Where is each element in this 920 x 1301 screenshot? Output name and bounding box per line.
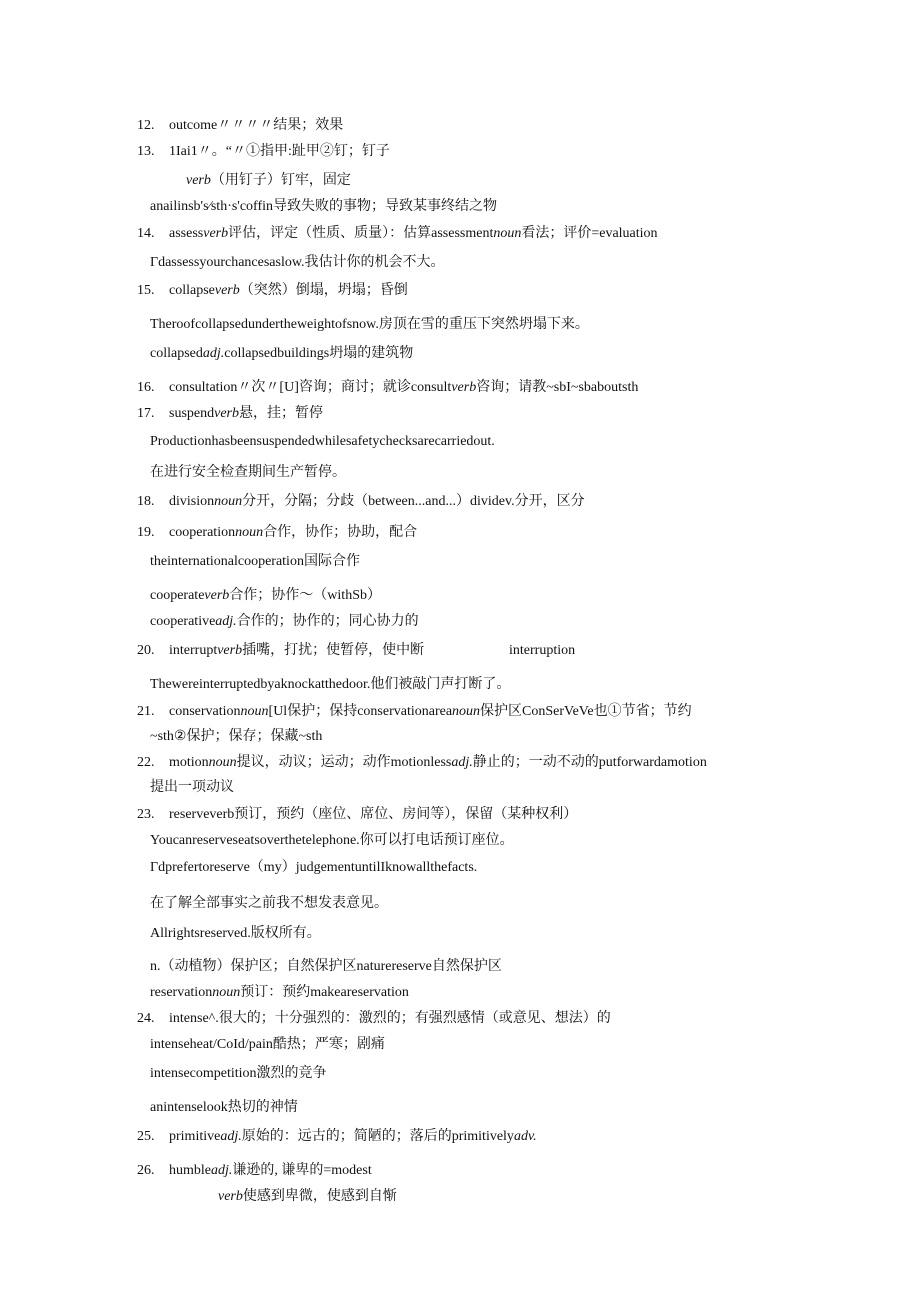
entry-text: 保护区ConSerVeVe也①节省；节约 xyxy=(480,704,692,719)
part-of-speech: verb xyxy=(214,406,240,421)
part-of-speech: noun xyxy=(208,755,237,770)
entry-number: 21. xyxy=(137,704,155,719)
entry-line xyxy=(150,587,381,605)
entry-text: 悬，挂；暂停 xyxy=(239,406,324,421)
entry-number: 12. xyxy=(137,118,155,133)
entry-line xyxy=(150,433,495,451)
example-translation: 在了解全部事实之前我不想发表意见。 xyxy=(150,896,388,911)
entry-text: cooperation xyxy=(169,525,236,540)
entry-line xyxy=(150,832,514,850)
part-of-speech: noun xyxy=(235,525,264,540)
entry-line xyxy=(137,405,323,423)
entry-line xyxy=(150,676,510,694)
part-of-speech: adv. xyxy=(513,1129,537,1144)
entry-number: 20. xyxy=(137,643,155,658)
example-sentence: Theroofcollapsedundertheweightofsnow.房顶在雪的重压下突然坍塌下来。 xyxy=(150,317,589,332)
part-of-speech: adj. xyxy=(220,1129,242,1144)
entry-line xyxy=(150,925,321,943)
part-of-speech: adj. xyxy=(211,1163,233,1178)
entry-text: interrupt xyxy=(169,643,218,658)
entry-number: 17. xyxy=(137,406,155,421)
entry-text: consultation〃次〃[U]咨询；商讨；就诊consult xyxy=(169,380,452,395)
entry-line xyxy=(137,143,390,161)
entry-text: 插嘴，打扰；使暂停，使中断 xyxy=(242,643,425,658)
entry-line xyxy=(137,754,707,772)
entry-number: 14. xyxy=(137,226,155,241)
entry-text: 谦逊的, 谦卑的=modest xyxy=(232,1163,372,1178)
entry-text: 原始的：远古的；简陋的；落后的primitively xyxy=(241,1129,514,1144)
entry-number: 15. xyxy=(137,283,155,298)
example-sentence: Productionhasbeensuspendedwhilesafetychecksarecarriedout. xyxy=(150,434,495,449)
entry-line xyxy=(150,859,477,877)
entry-line xyxy=(137,225,658,243)
entry-text: n.（动植物）保护区；自然保护区naturereserve自然保护区 xyxy=(150,959,502,974)
entry-line xyxy=(137,703,692,721)
entry-line xyxy=(150,254,445,272)
entry-text: 合作；协作～（withSb） xyxy=(229,588,381,603)
entry-text: cooperate xyxy=(150,588,205,603)
part-of-speech: adj. xyxy=(202,346,225,361)
entry-text: 咨询；请教~sbI~sbaboutsth xyxy=(476,380,639,395)
part-of-speech: noun xyxy=(214,494,243,509)
example-sentence: Youcanreserveseatsoverthetelephone.你可以打电话预订座位。 xyxy=(150,833,514,848)
entry-line xyxy=(137,117,343,135)
entry-text: conservation xyxy=(169,704,241,719)
part-of-speech: verb xyxy=(451,380,477,395)
entry-line xyxy=(137,806,577,824)
example-sentence: Thewereinterruptedbyaknockatthedoor.他们被敲门声打断了。 xyxy=(150,677,511,692)
entry-number: 25. xyxy=(137,1129,155,1144)
entry-text: motion xyxy=(169,755,209,770)
entry-line xyxy=(137,642,424,660)
entry-line xyxy=(150,613,419,631)
entry-line xyxy=(186,172,351,190)
entry-text: theinternationalcooperation国际合作 xyxy=(150,554,360,569)
entry-text: 合作的；协作的；同心协力的 xyxy=(236,614,419,629)
part-of-speech: noun xyxy=(212,985,241,1000)
part-of-speech: noun xyxy=(493,226,522,241)
entry-text: anintenselook热切的神情 xyxy=(150,1100,298,1115)
entry-text: collapse xyxy=(169,283,215,298)
entry-text: intenseheat/CoId/pain酷热；严寒；剧痛 xyxy=(150,1037,385,1052)
entry-text: 分开，分隔；分歧（between...and...）dividev.分开，区分 xyxy=(242,494,585,509)
entry-line xyxy=(137,379,638,397)
part-of-speech: verb xyxy=(214,283,240,298)
entry-text: 提议，动议；运动；动作motionless xyxy=(236,755,452,770)
entry-line xyxy=(137,1010,611,1028)
entry-text: anailinsb's⁄sth·s'coffin导致失败的事物；导致某事终结之物 xyxy=(150,199,497,214)
entry-line xyxy=(150,1065,327,1083)
entry-text: outcome〃〃〃〃结果；效果 xyxy=(169,118,344,133)
entry-text: 评估，评定（性质、质量）：估算assessment xyxy=(228,226,494,241)
example-sentence: Γdprefertoreserve（my）judgementuntilIknowallthefacts. xyxy=(150,860,478,875)
entry-text: collapsed xyxy=(150,346,203,361)
part-of-speech: adj. xyxy=(215,614,237,629)
entry-number: 19. xyxy=(137,525,155,540)
entry-number: 26. xyxy=(137,1163,155,1178)
entry-text: intensecompetition激烈的竞争 xyxy=(150,1066,327,1081)
entry-text: suspend xyxy=(169,406,215,421)
part-of-speech: verb xyxy=(186,173,211,188)
entry-text: （用钉子）钉牢，固定 xyxy=(210,173,351,188)
entry-line xyxy=(137,1162,372,1180)
entry-line xyxy=(150,1036,385,1054)
entry-line xyxy=(150,316,589,334)
entry-line xyxy=(150,728,322,746)
entry-text: 使感到卑微，使感到自惭 xyxy=(242,1189,397,1204)
entry-number: 22. xyxy=(137,755,155,770)
entry-text: 看法；评价=evaluation xyxy=(521,226,658,241)
entry-number: 13. xyxy=(137,144,155,159)
entry-text: [Ul保护；保持conservationarea xyxy=(268,704,453,719)
entry-line xyxy=(150,895,388,913)
entry-extra: interruption xyxy=(509,643,576,658)
entry-text: 合作，协作；协助，配合 xyxy=(263,525,418,540)
entry-text: 静止的；一动不动的putforwardamotion xyxy=(472,755,707,770)
part-of-speech: noun xyxy=(240,704,269,719)
entry-number: 16. xyxy=(137,380,155,395)
entry-text: 1Iai1〃。“〃①指甲:趾甲②钉；钉子 xyxy=(169,144,390,159)
entry-line xyxy=(137,282,408,300)
entry-text: cooperative xyxy=(150,614,216,629)
part-of-speech: verb xyxy=(217,643,243,658)
part-of-speech: verb xyxy=(204,588,230,603)
entry-text: humble xyxy=(169,1163,211,1178)
entry-line xyxy=(150,464,346,482)
entry-text: 预订：预约makeareservation xyxy=(240,985,409,1000)
entry-line xyxy=(218,1188,397,1206)
entry-text: ~sth②保护；保存；保藏~sth xyxy=(150,729,323,744)
entry-text: 提出一项动议 xyxy=(150,780,234,795)
entry-line xyxy=(150,198,497,216)
entry-line xyxy=(150,553,360,571)
example-sentence: Γdassessyourchancesaslow.我估计你的机会不大。 xyxy=(150,255,445,270)
entry-text: reserveverb预订，预约（座位、席位、房间等），保留（某种权利） xyxy=(169,807,578,822)
entry-line xyxy=(150,345,413,363)
entry-line xyxy=(137,493,585,511)
example-sentence: Allrightsreserved.版权所有。 xyxy=(150,926,321,941)
entry-text: （突然）倒塌，坍塌；昏倒 xyxy=(239,283,408,298)
entry-line xyxy=(150,1099,298,1117)
entry-text: intense^.很大的；十分强烈的：激烈的；有强烈感情（或意见、想法）的 xyxy=(169,1011,611,1026)
entry-text: reservation xyxy=(150,985,213,1000)
entry-text: assess xyxy=(169,226,204,241)
entry-number: 24. xyxy=(137,1011,155,1026)
entry-line xyxy=(150,958,502,976)
entry-line xyxy=(137,1128,537,1146)
entry-line xyxy=(150,779,234,797)
entry-number: 18. xyxy=(137,494,155,509)
entry-text: division xyxy=(169,494,215,509)
example-translation: 在进行安全检查期间生产暂停。 xyxy=(150,465,346,480)
entry-line xyxy=(137,524,417,542)
part-of-speech: verb xyxy=(203,226,229,241)
entry-text: primitive xyxy=(169,1129,221,1144)
entry-text: collapsedbuildings坍塌的建筑物 xyxy=(224,346,414,361)
entry-line xyxy=(150,984,409,1002)
part-of-speech: noun xyxy=(452,704,481,719)
part-of-speech: verb xyxy=(218,1189,243,1204)
entry-number: 23. xyxy=(137,807,155,822)
part-of-speech: adj. xyxy=(451,755,473,770)
